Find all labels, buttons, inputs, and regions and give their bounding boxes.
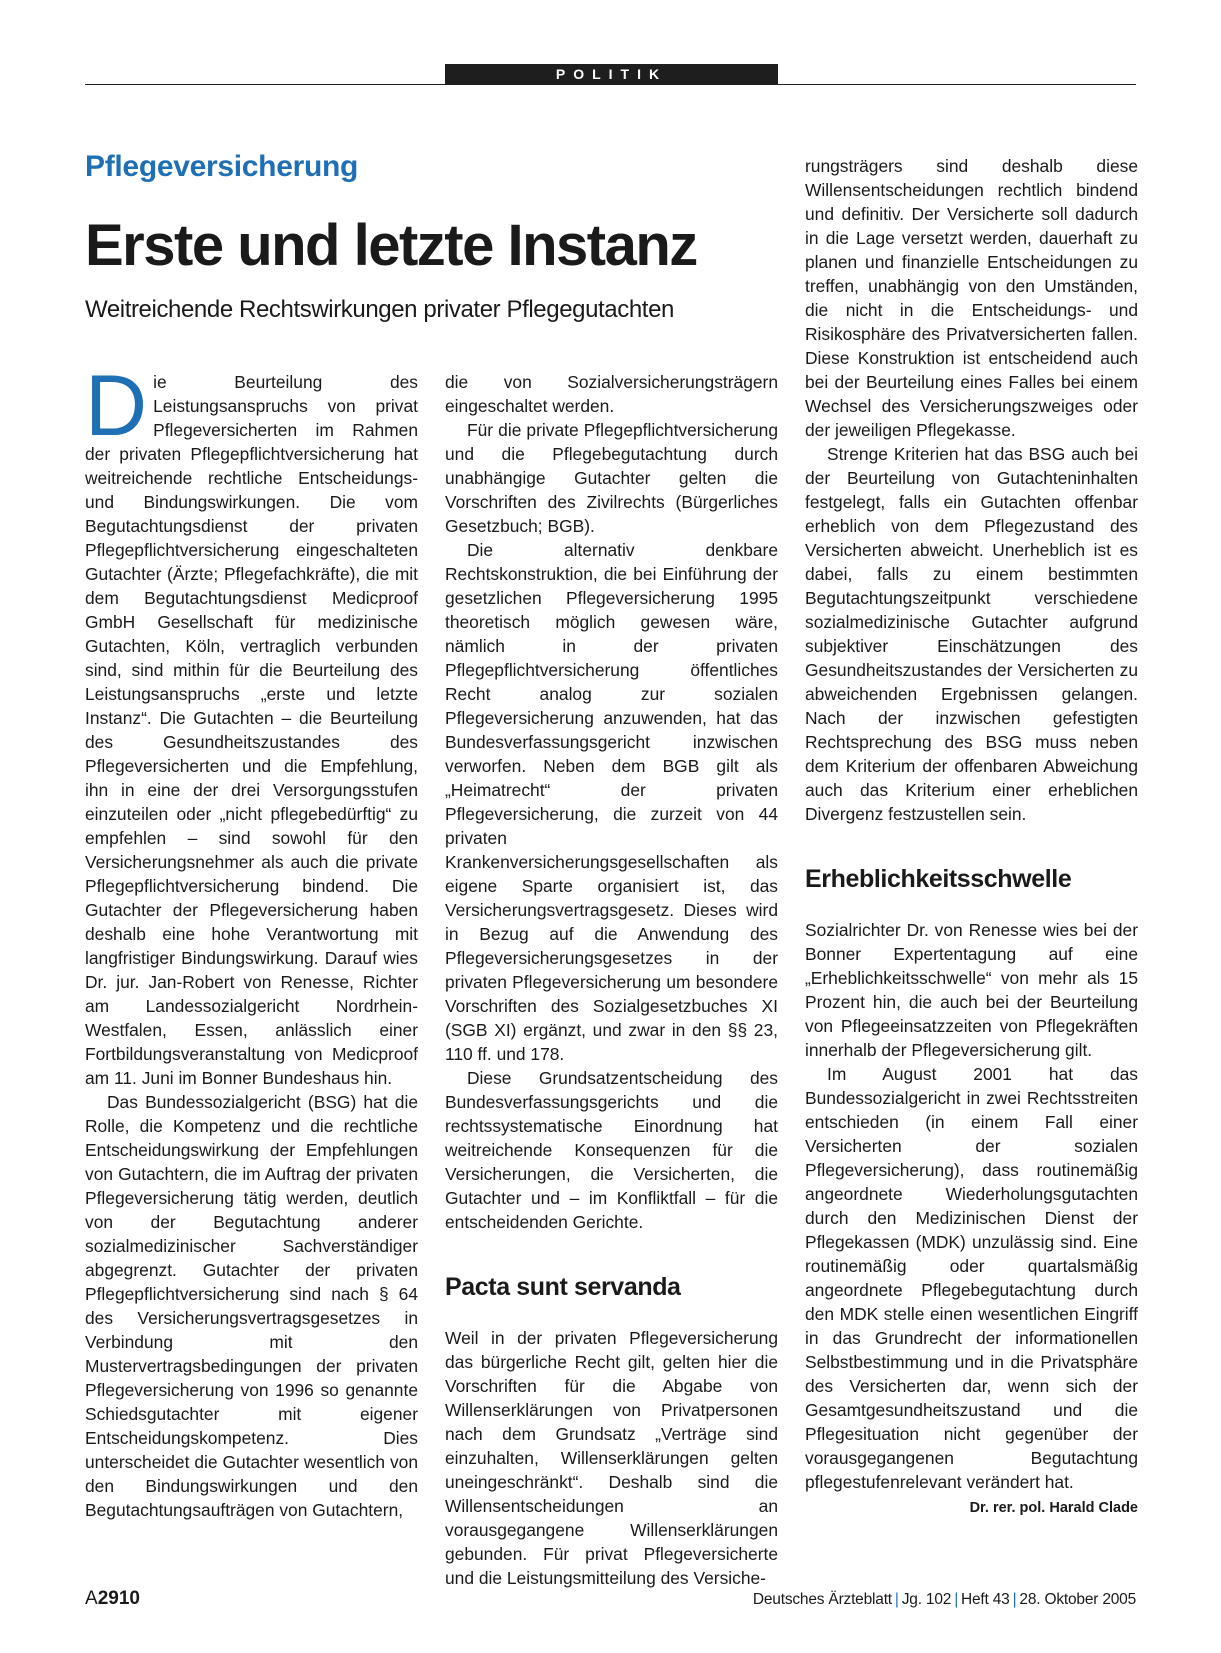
section-heading: Pacta sunt servanda [445,1273,681,1301]
article-column-1 [85,358,418,1522]
paragraph: die von Sozialversicherungsträgern eingeschaltet werden. [445,372,778,416]
paragraph-text: ie Beurteilung des Leistungsanspruchs von privat Pflegeversicherten im Rahmen der privaten Pflegepflichtversicherung hat weitreichende rechtliche Entscheidungs- und Bindungswirkungen. Die vom Begutachtungsdienst der privaten Pflegepflichtversicherung eingeschalteten Gutachter (Ärzte; Pflegefachkräfte), die mit dem Begutachtungsdienst Medicproof GmbH Gesellschaft für medizinische Gutachten, Köln, vertraglich verbunden sind, sind mithin für die Beurteilung des Leistungsanspruchs „erste und letzte Instanz“. Die Gutachten – die Beurteilung des Gesundheitszustandes des Pflegeversicherten und die Empfehlung, ihn in eine der drei Versorgungsstufen einzuteilen oder „nicht pflegebedürftig“ zu empfehlen – sind sowohl für den Versicherungsnehmer als auch die private Pflegepflichtversicherung bindend. Die Gutachter der Pflegeversicherung haben deshalb eine hohe Verantwortung mit langfristiger Bindungswirkung. Darauf wies Dr. jur. Jan-Robert von Renesse, Richter am Landessozialgericht Nordrhein-Westfalen, Essen, anlässlich einer Fortbildungsveranstaltung von Medicproof am 11. Juni im Bonner Bundeshaus hin. [85,372,418,1088]
paragraph-text: Im August 2001 hat das Bundessozialgericht in zwei Rechtsstreiten entschieden (in einem Fall einer Versicherten der sozialen Pflegeversicherung), dass routinemäßig angeordnete Wiederholungsgutachten durch den Medizinischen Dienst der Pflegekassen (MDK) unzulässig sind. Eine routinemäßig oder quartalsmäßig angeordnete Pflegebegutachtung durch den MDK stelle einen wesentlichen Eingriff in das Grundrecht der informationellen Selbstbestimmung und in die Privatsphäre des Versicherten dar, wenn sich der Gesamtgesundheitszustand und die Pflegesituation nicht gegenüber der vorausgegangenen Begutachtung pflegestufenrelevant verändert hat. [805,1064,1138,1492]
separator: | [894,1591,899,1608]
paragraph: rungsträgers sind deshalb diese Willensentscheidungen rechtlich bindend und definitiv. Der Versicherte soll dadurch in die Lage versetzt werden, dauerhaft zu planen und finanzielle Entscheidungen zu treffen, unabhängig von den Umständen, die nicht in die Entscheidungs- und Risikosphäre des Privatversicherten fallen. Diese Konstruktion ist entscheidend auch bei der Beurteilung eines Falles bei einem Wechsel des Versicherungszweiges oder der jeweiligen Pflegekasse. [805,156,1138,440]
paragraph [85,358,418,1090]
paragraph [805,1062,1138,1516]
page-number-value: 2910 [97,1588,140,1609]
page-prefix: A [85,1588,98,1609]
article-kicker: Pflegeversicherung [85,150,359,183]
paragraph: Das Bundessozialgericht (BSG) hat die Rolle, die Kompetenz und die rechtliche Entscheidungswirkung der Empfehlungen von Gutachtern, die im Auftrag der privaten Pflegeversicherung tätig werden, deutlich von der Begutachtung anderer sozialmedizinischer Sachverständiger abgegrenzt. Gutachter der privaten Pflegepflichtversicherung sind nach § 64 des Versicherungsvertragsgesetzes in Verbindung mit den Mustervertragsbedingungen der privaten Pflegeversicherung von 1996 so genannte Schiedsgutachter mit eigener Entscheidungskompetenz. Dies unterscheidet die Gutachter wesentlich von den Bindungswirkungen und den Begutachtungsaufträgen von Gutachtern, [85,1092,418,1520]
journal-date: 28. Oktober 2005 [1019,1591,1136,1608]
journal-issue: Heft 43 [961,1591,1010,1608]
paragraph: Die alternativ denkbare Rechtskonstruktion, die bei Einführung der gesetzlichen Pflegeversicherung 1995 theoretisch möglich gewesen wäre, nämlich in der privaten Pflegepflichtversicherung öffentliches Recht analog zur sozialen Pflegeversicherung anzuwenden, hat das Bundesverfassungsgericht inzwischen verworfen. Neben dem BGB gilt als „Heimatrecht“ der privaten Pflegeversicherung, die zurzeit von 44 privaten Krankenversicherungsgesellschaften als eigene Sparte organisiert ist, das Versicherungsvertragsgesetz. Dieses wird in Bezug auf die Anwendung des Pflegeversicherungsgesetzes in der privaten Pflegeversicherung um besondere Vorschriften des Sozialgesetzbuches XI (SGB XI) ergänzt, und zwar in den §§ 23, 110 ff. und 178. [445,540,778,1064]
page-number [85,1588,140,1610]
separator: | [954,1591,959,1608]
paragraph: Für die private Pflegepflichtversicherung und die Pflegebegutachtung durch unabhängige Gutachter gelten die Vorschriften des Zivilrechts (Bürgerliches Gesetzbuch; BGB). [445,420,778,536]
author-byline: Dr. rer. pol. Harald Clade [969,1500,1138,1516]
journal-name: Deutsches Ärzteblatt [752,1591,892,1608]
journal-info [753,1591,1136,1609]
article-title: Erste und letzte Instanz [85,213,697,278]
article-column-2 [445,370,778,1590]
article-subtitle: Weitreichende Rechtswirkungen privater Pflegegutachten [85,296,674,323]
journal-volume: Jg. 102 [901,1591,952,1608]
separator: | [1012,1591,1017,1608]
drop-cap: D [85,358,148,454]
paragraph: Diese Grundsatzentscheidung des Bundesverfassungsgerichts und die rechtssystematische Einordnung hat weitreichende Konsequenzen für die Versicherungen, die Versicherten, die Gutachter und – im Konfliktfall – für die entscheidenden Gerichte. [445,1068,778,1232]
paragraph: Weil in der privaten Pflegeversicherung das bürgerliche Recht gilt, gelten hier die Vorschriften für die Abgabe von Willenserklärungen von Privatpersonen nach dem Grundsatz „Verträge sind einzuhalten, Willenserklärungen gelten uneingeschränkt“. Deshalb sind die Willensentscheidungen an vorausgegangene Willenserklärungen gebunden. Für privat Pflegeversicherte und die Leistungsmitteilung des Versiche- [445,1328,778,1588]
paragraph: Strenge Kriterien hat das BSG auch bei der Beurteilung von Gutachteninhalten festgelegt, falls ein Gutachten offenbar erheblich von dem Pflegezustand des Versicherten abweicht. Unerheblich ist es dabei, falls zu einem bestimmten Begutachtungszeitpunkt verschiedene sozialmedizinische Gutachter aufgrund subjektiver Einschätzungen des Gesundheitszustandes der Versicherten zu abweichenden Ergebnissen gelangen. Nach der inzwischen gefestigten Rechtsprechung des BSG muss neben dem Kriterium der offenbaren Abweichung auch das Kriterium einer erheblichen Divergenz festzustellen sein. [805,444,1138,824]
section-heading: Erheblichkeitsschwelle [805,865,1072,893]
paragraph: Sozialrichter Dr. von Renesse wies bei der Bonner Expertentagung auf eine „Erheblichkeitsschwelle“ von mehr als 15 Prozent hin, die auch bei der Beurteilung von Pflegeeinsatzzeiten von Pflegekräften innerhalb der Pflegeversicherung gilt. [805,920,1138,1060]
article-column-3 [805,154,1138,1520]
section-label: POLITIK [445,64,778,85]
